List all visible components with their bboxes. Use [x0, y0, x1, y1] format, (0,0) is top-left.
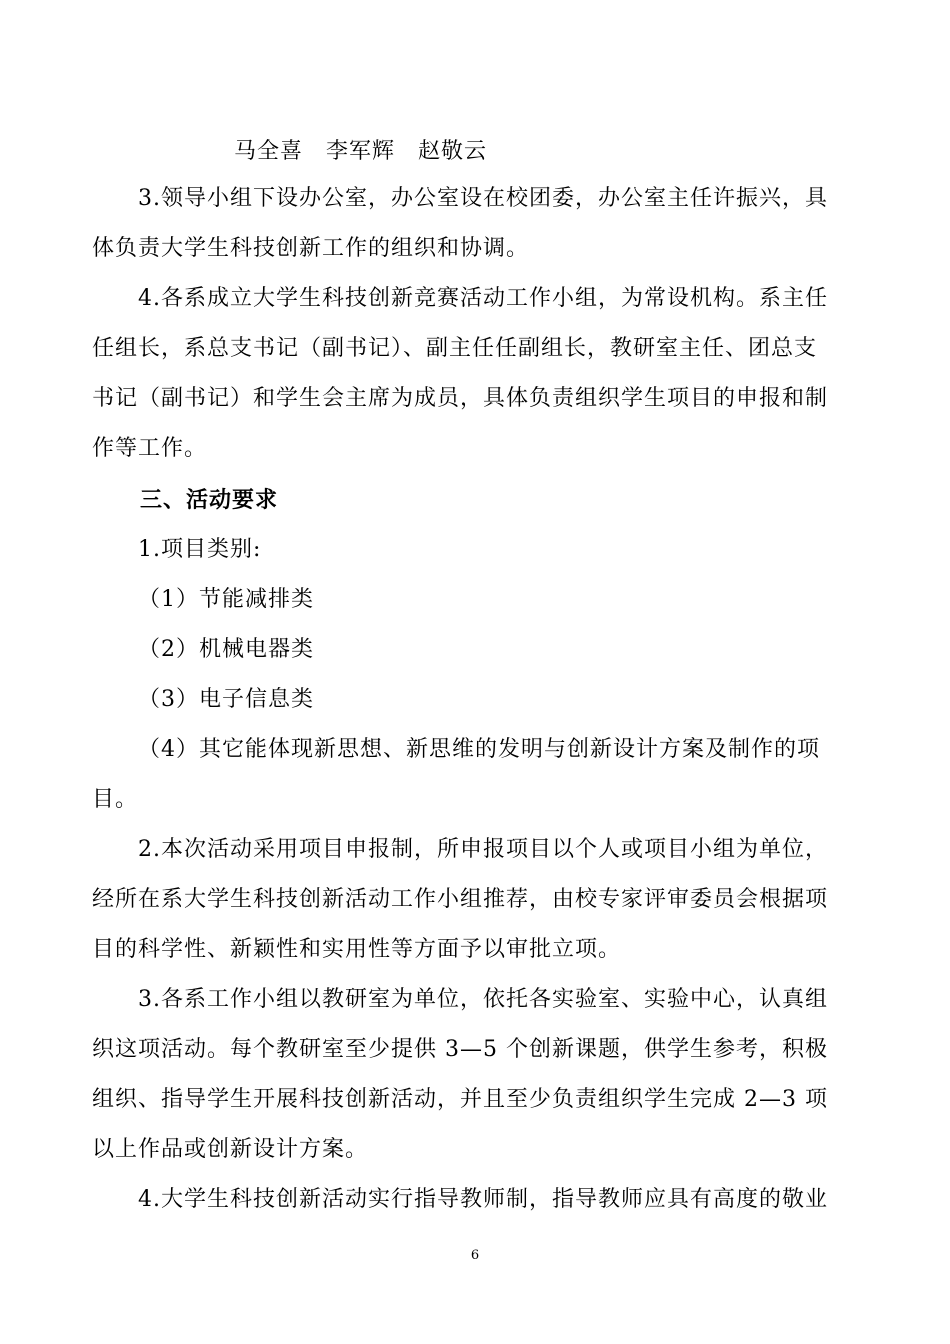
paragraph-line: 1.项目类别:	[138, 537, 262, 562]
paragraph-line: 目。	[92, 787, 139, 812]
paragraph-line: 4.大学生科技创新活动实行指导教师制，指导教师应具有高度的敬业	[138, 1187, 828, 1212]
list-item: （3）电子信息类	[138, 687, 314, 712]
paragraph-line: 3.领导小组下设办公室，办公室设在校团委，办公室主任许振兴，具	[138, 186, 828, 211]
paragraph-line: 组织、指导学生开展科技创新活动，并且至少负责组织学生完成 2—3 项	[92, 1087, 828, 1112]
paragraph-line: 书记（副书记）和学生会主席为成员，具体负责组织学生项目的申报和制	[92, 386, 829, 411]
paragraph-line: 经所在系大学生科技创新活动工作小组推荐，由校专家评审委员会根据项	[92, 887, 829, 912]
paragraph-line: 3.各系工作小组以教研室为单位，依托各实验室、实验中心，认真组	[138, 987, 828, 1012]
paragraph-line: 2.本次活动采用项目申报制，所申报项目以个人或项目小组为单位，	[138, 837, 828, 862]
paragraph-line: 以上作品或创新设计方案。	[92, 1137, 369, 1162]
paragraph-line: 任组长，系总支书记（副书记）、副主任任副组长，教研室主任、团总支	[92, 336, 818, 361]
leader-names: 马全喜 李军辉 赵敬云	[234, 139, 488, 164]
list-item: （2）机械电器类	[138, 637, 314, 662]
paragraph-line: 4.各系成立大学生科技创新竞赛活动工作小组，为常设机构。系主任	[138, 286, 828, 311]
paragraph-line: 目的科学性、新颖性和实用性等方面予以审批立项。	[92, 937, 622, 962]
list-item: （4）其它能体现新思想、新思维的发明与创新设计方案及制作的项	[138, 737, 820, 762]
page-number: 6	[470, 1248, 480, 1263]
section-heading: 三、活动要求	[140, 487, 279, 513]
paragraph-line: 作等工作。	[92, 436, 208, 461]
list-item: （1）节能减排类	[138, 587, 314, 612]
paragraph-line: 织这项活动。每个教研室至少提供 3—5 个创新课题，供学生参考，积极	[92, 1037, 828, 1062]
paragraph-line: 体负责大学生科技创新工作的组织和协调。	[92, 236, 530, 261]
